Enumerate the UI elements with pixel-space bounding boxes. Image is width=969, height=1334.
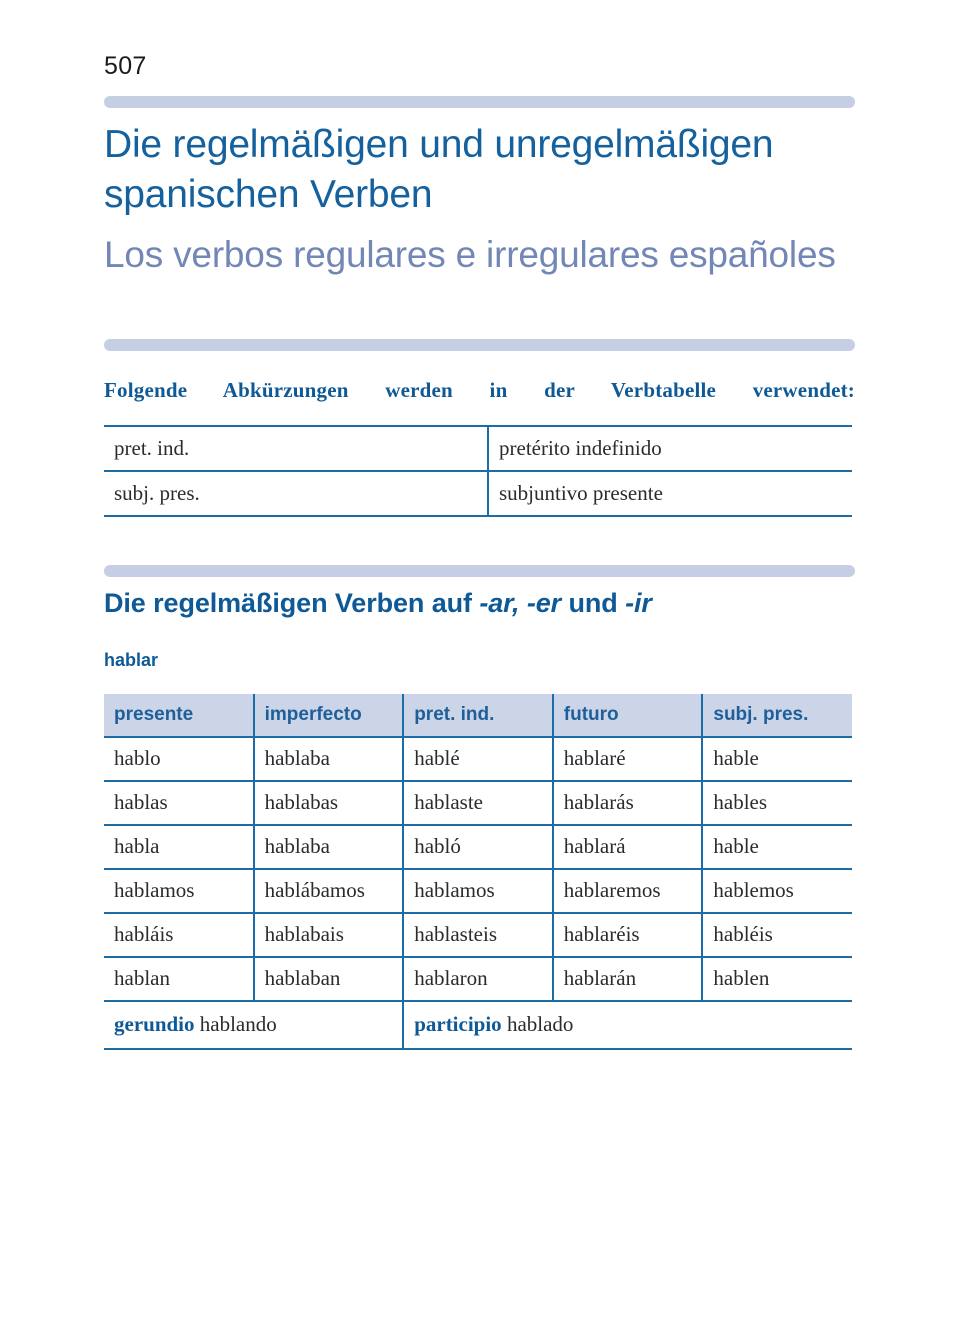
decorative-band-top [104, 96, 855, 108]
conjugation-table-hablar [104, 694, 852, 1050]
conjugation-cell: hablaréis [553, 913, 703, 957]
table-row [104, 869, 852, 913]
conjugation-cell: hablan [104, 957, 254, 1001]
table-header-row [104, 694, 852, 737]
section-heading-regular-verbs [104, 588, 652, 619]
abbreviation-short: subj. pres. [104, 471, 488, 516]
column-header-presente: presente [104, 694, 254, 737]
table-row [104, 781, 852, 825]
participio-value: hablado [506, 1012, 574, 1036]
conjugation-cell: hablarán [553, 957, 703, 1001]
conjugation-cell: habléis [702, 913, 852, 957]
table-row [104, 913, 852, 957]
gerundio-value: hablando [199, 1012, 277, 1036]
abbreviation-long: subjuntivo presente [488, 471, 852, 516]
abbreviation-short: pret. ind. [104, 426, 488, 471]
conjugation-cell: hablaste [403, 781, 553, 825]
conjugation-cell: hablas [104, 781, 254, 825]
conjugation-cell: hablaba [254, 737, 404, 781]
conjugation-cell: habláis [104, 913, 254, 957]
conjugation-cell: hablamos [104, 869, 254, 913]
conjugation-cell: habla [104, 825, 254, 869]
decorative-band-middle [104, 339, 855, 351]
decorative-band-bottom [104, 565, 855, 577]
conjugation-cell: hable [702, 825, 852, 869]
abbreviations-table [104, 425, 852, 517]
conjugation-cell: hablaré [553, 737, 703, 781]
conjugation-cell: hablaban [254, 957, 404, 1001]
gerundio-label: gerundio [114, 1012, 195, 1036]
conjugation-cell: hablo [104, 737, 254, 781]
conjugation-cell: hablaron [403, 957, 553, 1001]
verb-infinitive-label: hablar [104, 650, 159, 670]
conjugation-cell: habló [403, 825, 553, 869]
table-row [104, 957, 852, 1001]
conjugation-cell: hablabas [254, 781, 404, 825]
table-row [104, 471, 852, 516]
conjugation-cell: hablen [702, 957, 852, 1001]
conjugation-cell: hablará [553, 825, 703, 869]
abbreviations-intro: Folgende Abkürzungen werden in der Verbtabelle verwendet: [104, 378, 855, 402]
heading-space [519, 588, 526, 618]
ending-er: -er [526, 588, 562, 618]
column-header-imperfecto: imperfecto [254, 694, 404, 737]
conjugation-cell: hablarás [553, 781, 703, 825]
conjugation-cell: hablábamos [254, 869, 404, 913]
section-heading-prefix: Die regelmäßigen Verben auf [104, 588, 480, 618]
page-number: 507 [104, 52, 147, 80]
conjugation-cell: hable [702, 737, 852, 781]
conjugation-cell: hablaremos [553, 869, 703, 913]
conjugation-cell: hablaba [254, 825, 404, 869]
conjugation-cell: hablamos [403, 869, 553, 913]
abbreviation-long: pretérito indefinido [488, 426, 852, 471]
ending-ir: -ir [625, 588, 652, 618]
ending-ar: -ar, [479, 588, 520, 618]
page-title-german: Die regelmäßigen und unregelmäßigen spanischen Verben [104, 123, 774, 216]
table-row [104, 825, 852, 869]
conjugation-cell: hablemos [702, 869, 852, 913]
conjugation-cell: hablasteis [403, 913, 553, 957]
heading-conjunction: und [561, 588, 626, 618]
page-title-spanish: Los verbos regulares e irregulares españoles [104, 234, 836, 275]
table-row [104, 737, 852, 781]
column-header-futuro: futuro [553, 694, 703, 737]
participio-label: participio [414, 1012, 502, 1036]
table-row [104, 426, 852, 471]
conjugation-cell: hablabais [254, 913, 404, 957]
gerundio-cell [104, 1001, 403, 1049]
conjugation-cell: hablé [403, 737, 553, 781]
participio-cell [403, 1001, 852, 1049]
column-header-subj-pres: subj. pres. [702, 694, 852, 737]
column-header-pret-ind: pret. ind. [403, 694, 553, 737]
conjugation-cell: hables [702, 781, 852, 825]
nonfinite-forms-row [104, 1001, 852, 1049]
